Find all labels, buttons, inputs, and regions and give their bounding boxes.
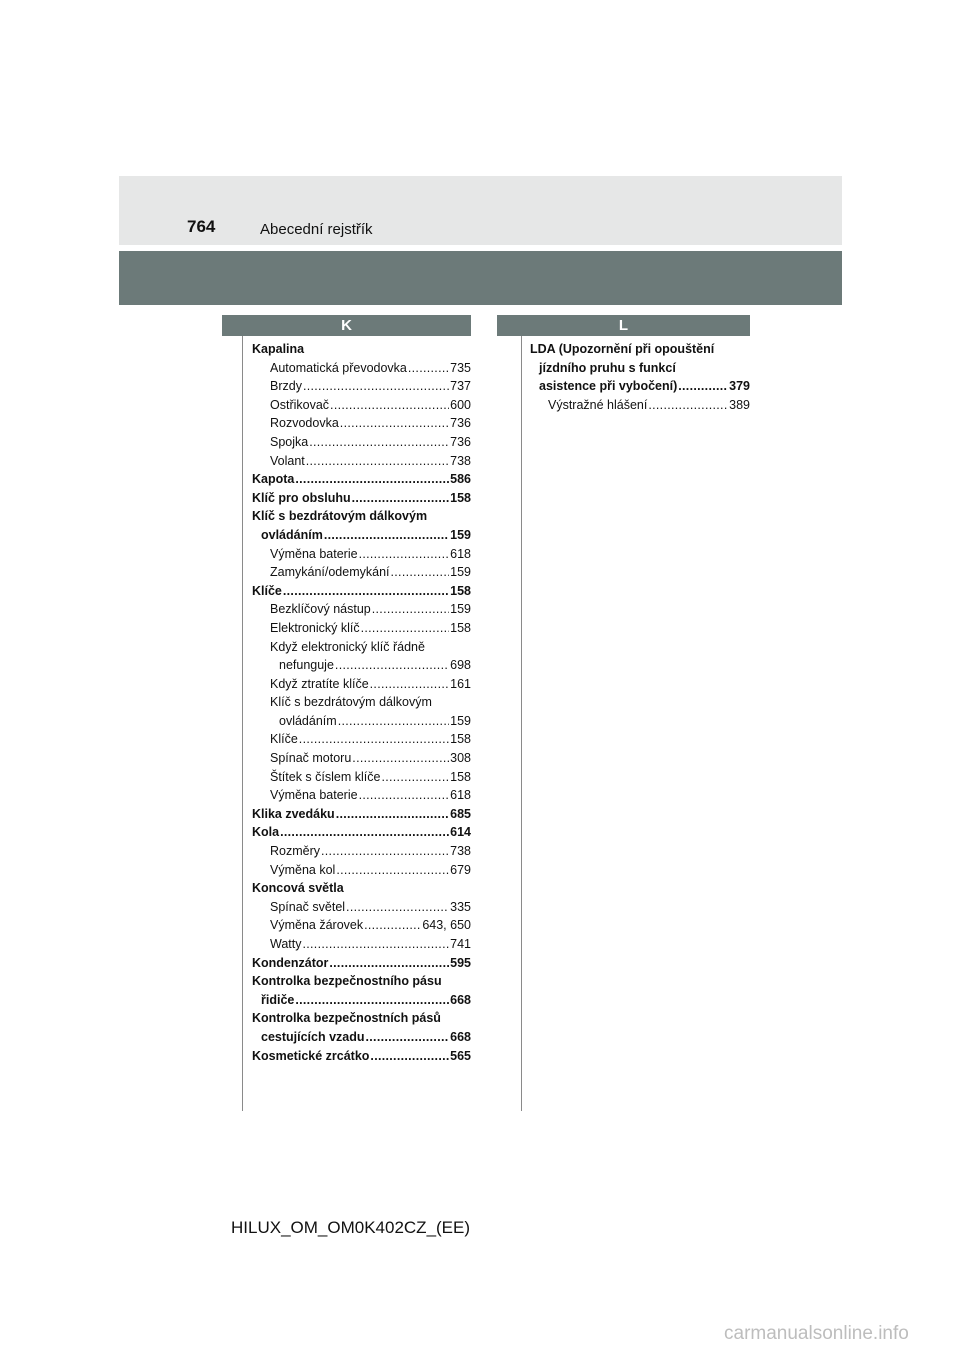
entry-text: Kapalina [252,342,305,356]
index-entry [252,842,471,861]
dot-leader [359,545,450,564]
column-divider-l [521,336,522,1111]
dot-leader [280,823,449,842]
entry-page-number[interactable]: 736 [450,416,471,431]
dot-leader [295,991,449,1010]
entry-text: cestujících vzadu [261,1029,365,1044]
index-entry [252,935,471,954]
entry-text: Kapota [252,472,295,487]
index-entry [252,414,471,433]
dot-leader [335,656,449,675]
index-entry [252,823,471,842]
entry-text: Spojka [270,434,309,449]
index-entry [252,1009,471,1028]
dot-leader [370,1047,449,1066]
index-entry [252,675,471,694]
entry-text: Brzdy [270,379,302,394]
entry-page-number[interactable]: 741 [450,937,471,951]
index-entry [252,340,471,359]
dot-leader [324,526,449,545]
dot-leader [361,619,450,638]
dot-leader [299,730,449,749]
entry-text: Výměna kol [270,862,336,877]
entry-page-number[interactable]: 618 [450,788,471,803]
entry-text: jízdního pruhu s funkcí [539,360,676,375]
dot-leader [359,786,450,805]
entry-text: Výměna baterie [270,546,358,561]
index-column-l [530,340,750,414]
index-entry [252,768,471,787]
dot-leader [309,433,449,452]
column-header-k: K [222,315,471,336]
index-entry [252,433,471,452]
index-entry [252,656,471,675]
entry-page-number[interactable]: 737 [450,379,471,394]
entry-text: Automatická převodovka [270,360,407,375]
index-entry [252,786,471,805]
entry-page-number[interactable]: 668 [450,1029,471,1044]
index-entry [252,991,471,1010]
index-entry [252,879,471,898]
document-code: HILUX_OM_OM0K402CZ_(EE) [231,1218,471,1237]
index-entry [252,507,471,526]
entry-page-number[interactable]: 586 [450,472,471,487]
entry-text: Klika zvedáku [252,806,335,821]
dot-leader [352,749,449,768]
entry-text: Klíč pro obsluhu [252,490,351,505]
entry-text: ovládáním [261,527,323,542]
dot-leader [336,861,449,880]
entry-page-number[interactable]: 335 [450,899,471,914]
entry-page-number[interactable]: 389 [729,397,750,412]
entry-page-number[interactable]: 158 [450,583,471,598]
dot-leader [408,359,449,378]
entry-page-number[interactable]: 159 [450,527,471,542]
dot-leader [302,935,449,954]
entry-text: Spínač motoru [270,751,352,766]
entry-text: řidiče [261,992,295,1007]
watermark: carmanualsonline.info [724,1323,909,1344]
header-band [119,251,842,305]
entry-text: Klíče [252,583,282,598]
entry-page-number[interactable]: 161 [450,676,471,691]
entry-text: Elektronický klíč [270,620,360,635]
index-entry [252,470,471,489]
index-entry [252,452,471,471]
entry-page-number[interactable]: 600 [450,397,471,412]
dot-leader [648,396,728,415]
dot-leader [321,842,449,861]
header-bar [119,176,842,245]
dot-leader [370,675,449,694]
entry-text: Výstražné hlášení [548,397,648,412]
entry-page-number[interactable]: 736 [450,434,471,449]
index-entry [252,545,471,564]
entry-page-number[interactable]: 698 [450,658,471,673]
dot-leader [391,563,450,582]
index-entry [252,638,471,657]
index-entry [252,489,471,508]
entry-page-number[interactable]: 614 [450,825,471,840]
dot-leader [303,377,449,396]
dot-leader [346,898,449,917]
dot-leader [306,452,449,471]
index-entry [530,340,750,359]
index-column-k [252,340,471,1065]
dot-leader [295,470,449,489]
dot-leader [340,414,449,433]
entry-text: Rozvodovka [270,416,339,431]
entry-page-number[interactable]: 618 [450,546,471,561]
index-entry [252,600,471,619]
index-entry [252,563,471,582]
index-entry [252,730,471,749]
entry-text: Volant [270,453,305,468]
entry-text: Kontrolka bezpečnostního pásu [252,974,442,989]
entry-text: Výměna žárovek [270,918,364,933]
entry-text: Kontrolka bezpečnostních pásů [252,1011,441,1026]
dot-leader [352,489,450,508]
index-entry [252,582,471,601]
page-number: 764 [187,217,216,236]
index-entry [252,749,471,768]
entry-text: Ostřikovač [270,397,330,412]
dot-leader [283,582,449,601]
dot-leader [372,600,449,619]
index-entry [252,359,471,378]
entry-page-number[interactable]: 685 [450,806,471,821]
index-entry [252,693,471,712]
dot-leader [336,805,449,824]
entry-page-number[interactable]: 308 [450,751,471,766]
index-entry [530,377,750,396]
entry-text: Zamykání/odemykání [270,565,390,580]
entry-text: Klíč s bezdrátovým dálkovým [252,509,428,524]
entry-text: Výměna baterie [270,788,358,803]
entry-text: Když ztratíte klíče [270,676,369,691]
entry-page-number[interactable]: 158 [450,620,471,635]
dot-leader [338,712,449,731]
index-entry [252,1028,471,1047]
index-entry [252,916,471,935]
entry-text: Štítek s číslem klíče [270,769,381,784]
dot-leader [330,396,449,415]
index-entry [252,972,471,991]
entry-text: Kosmetické zrcátko [252,1048,370,1063]
index-entry [252,526,471,545]
entry-page-number[interactable]: 158 [450,732,471,747]
entry-text: Kondenzátor [252,955,329,970]
index-entry [530,359,750,378]
index-entry [252,396,471,415]
index-entry [252,861,471,880]
dot-leader [381,768,449,787]
column-divider-k [242,336,243,1111]
entry-page-number[interactable]: 159 [450,602,471,617]
index-entry [530,396,750,415]
entry-page-number[interactable]: 159 [450,565,471,580]
entry-text: asistence při vybočení) [539,379,678,394]
dot-leader [366,1028,450,1047]
entry-text: Klíč s bezdrátovým dálkovým [270,695,432,710]
entry-text: Bezklíčový nástup [270,602,371,617]
entry-page-number[interactable]: 379 [729,379,750,394]
index-entry [252,898,471,917]
index-entry [252,377,471,396]
column-header-l: L [497,315,750,336]
entry-text: Kola [252,825,280,840]
entry-text: Watty [270,937,302,951]
entry-page-number[interactable]: 158 [450,490,471,505]
dot-leader [678,377,728,396]
entry-page-number[interactable]: 595 [450,955,471,970]
entry-page-number[interactable]: 159 [450,713,471,728]
index-entry [252,712,471,731]
entry-text: Rozměry [270,844,321,859]
entry-text: LDA (Upozornění při opouštění [530,342,715,356]
entry-page-number[interactable]: 643, 650 [422,918,471,933]
entry-page-number[interactable]: 158 [450,769,471,784]
dot-leader [329,954,449,973]
section-title: Abecední rejstřík [260,221,373,238]
entry-text: nefunguje [279,658,334,673]
entry-page-number[interactable]: 679 [450,862,471,877]
index-entry [252,805,471,824]
index-entry [252,1047,471,1066]
entry-text: Spínač světel [270,899,346,914]
entry-page-number[interactable]: 738 [450,844,471,859]
entry-text: Klíče [270,732,298,747]
entry-text: Koncová světla [252,881,344,896]
dot-leader [364,916,421,935]
index-entry [252,954,471,973]
entry-text: Když elektronický klíč řádně [270,639,425,654]
entry-page-number[interactable]: 738 [450,453,471,468]
index-entry [252,619,471,638]
entry-page-number[interactable]: 668 [450,992,471,1007]
entry-text: ovládáním [279,713,337,728]
entry-page-number[interactable]: 735 [450,360,471,375]
entry-page-number[interactable]: 565 [450,1048,471,1063]
